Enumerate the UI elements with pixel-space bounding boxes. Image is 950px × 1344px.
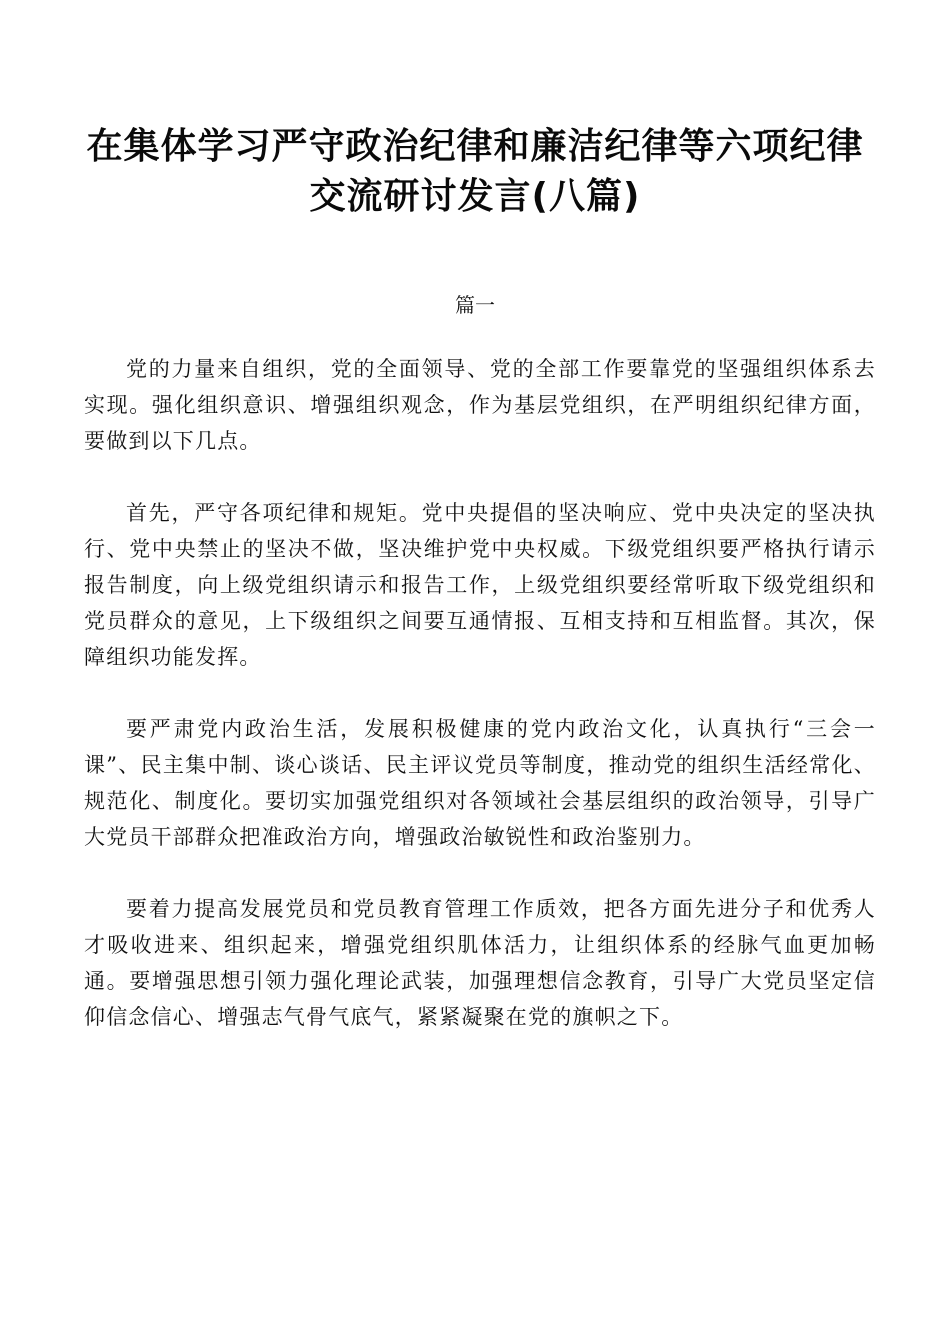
paragraph-3: 要严肃党内政治生活，发展积极健康的党内政治文化，认真执行“三会一课”、民主集中制、谈心谈话、民主评议党员等制度，推动党的组织生活经常化、规范化、制度化。要切实加强党组织对各领域社会基层组织的政治领导，引导广大党员干部群众把准政治方向，增强政治敏锐性和政治鉴别力。 — [84, 717, 876, 849]
paragraph-4: 要着力提高发展党员和党员教育管理工作质效，把各方面先进分子和优秀人才吸收进来、组织起来，增强党组织肌体活力，让组织体系的经脉气血更加畅通。要增强思想引领力强化理论武装，加强理想信念教育，引导广大党员坚定信仰信念信心、增强志气骨气底气，紧紧凝聚在党的旗帜之下。 — [84, 897, 876, 1029]
paragraph-2: 首先，严守各项纪律和规矩。党中央提倡的坚决响应、党中央决定的坚决执行、党中央禁止的坚决不做，坚决维护党中央权威。下级党组织要严格执行请示报告制度，向上级党组织请示和报告工作，上级党组织要经常听取下级党组织和党员群众的意见，上下级组织之间要互通情报、互相支持和互相监督。其次，保障组织功能发挥。 — [84, 501, 876, 669]
document-body — [84, 351, 876, 1071]
section-heading: 篇一 — [455, 293, 495, 317]
paragraph-1: 党的力量来自组织，党的全面领导、党的全部工作要靠党的坚强组织体系去实现。强化组织意识、增强组织观念，作为基层党组织，在严明组织纪律方面，要做到以下几点。 — [84, 357, 876, 453]
document-title: 在集体学习严守政治纪律和廉洁纪律等六项纪律交流研讨发言(八篇) — [86, 126, 864, 217]
